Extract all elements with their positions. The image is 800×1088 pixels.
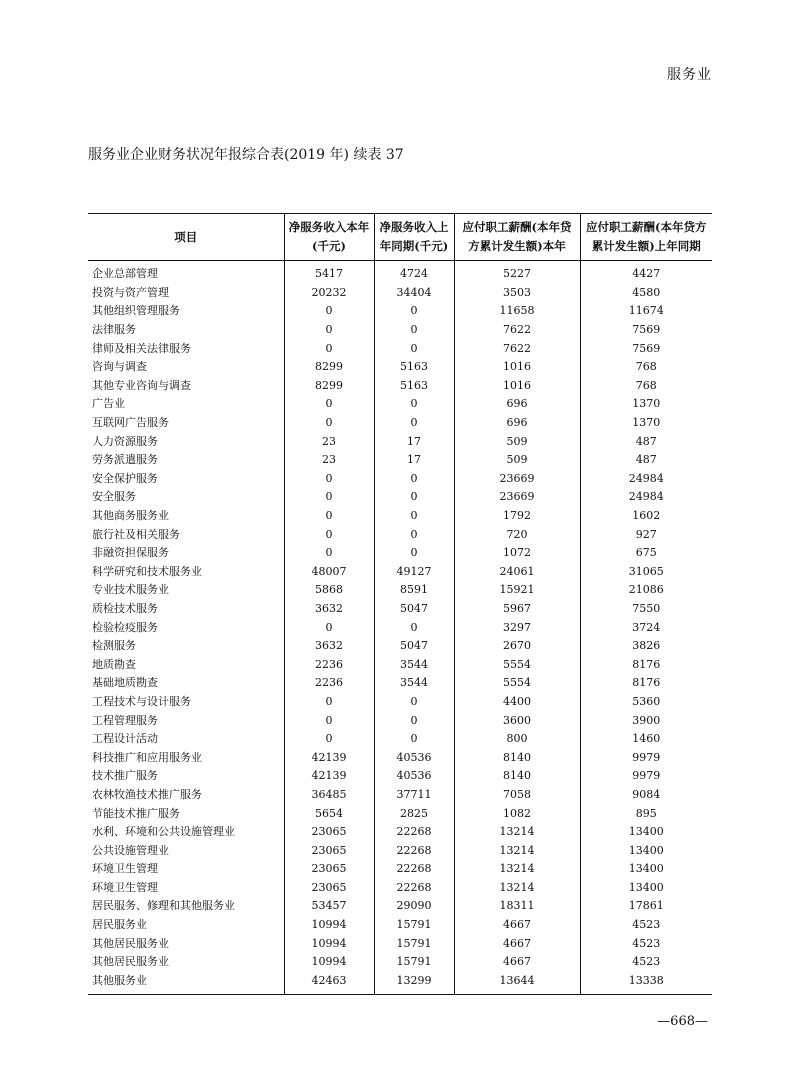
table-cell: 48007	[284, 563, 374, 582]
table-row	[88, 972, 712, 995]
table-row	[88, 767, 712, 786]
table-row	[88, 284, 712, 303]
table-cell: 0	[284, 321, 374, 340]
table-cell: 3632	[284, 637, 374, 656]
table-cell: 22268	[374, 841, 454, 860]
table-cell: 800	[454, 730, 580, 749]
table-cell: 18311	[454, 897, 580, 916]
table-cell: 0	[284, 525, 374, 544]
table-cell: 0	[284, 618, 374, 637]
table-cell: 40536	[374, 748, 454, 767]
table-row	[88, 804, 712, 823]
row-label: 基础地质勘查	[92, 676, 158, 690]
table-cell: 0	[284, 470, 374, 489]
table-cell: 5417	[284, 261, 374, 284]
column-header: 应付职工薪酬(本年贷方累计发生额)本年	[454, 214, 580, 261]
table-cell: 0	[374, 321, 454, 340]
table-cell: 696	[454, 395, 580, 414]
running-header: 服务业	[667, 67, 712, 83]
table-cell: 3826	[580, 637, 712, 656]
table-cell: 36485	[284, 786, 374, 805]
table-cell: 23065	[284, 823, 374, 842]
table-cell: 7058	[454, 786, 580, 805]
row-label: 公共设施管理业	[92, 843, 169, 857]
row-label: 工程管理服务	[92, 713, 158, 727]
table-cell: 42139	[284, 767, 374, 786]
table-row	[88, 488, 712, 507]
table-cell: 21086	[580, 581, 712, 600]
table-cell: 0	[374, 525, 454, 544]
table-cell: 23669	[454, 470, 580, 489]
table-cell: 7569	[580, 339, 712, 358]
table-cell: 7622	[454, 339, 580, 358]
table-row	[88, 693, 712, 712]
table-row	[88, 261, 712, 284]
table-cell: 8176	[580, 655, 712, 674]
table-cell: 29090	[374, 897, 454, 916]
table-cell: 42463	[284, 972, 374, 995]
table-cell: 0	[374, 711, 454, 730]
table-cell: 22268	[374, 860, 454, 879]
row-label: 法律服务	[92, 323, 136, 337]
table-cell: 23065	[284, 879, 374, 898]
table-cell: 696	[454, 414, 580, 433]
table-cell: 5163	[374, 377, 454, 396]
row-label: 地质勘查	[92, 657, 136, 671]
row-label: 互联网广告服务	[92, 416, 169, 430]
table-cell: 509	[454, 432, 580, 451]
table-cell: 5967	[454, 600, 580, 619]
column-header: 净服务收入本年(千元)	[284, 214, 374, 261]
table-cell: 1460	[580, 730, 712, 749]
table-title: 服务业企业财务状况年报综合表(2019 年) 续表 37	[88, 147, 404, 163]
table-cell: 17	[374, 451, 454, 470]
row-label: 广告业	[92, 397, 125, 411]
table-cell: 3632	[284, 600, 374, 619]
table-cell: 8176	[580, 674, 712, 693]
table-cell: 0	[374, 693, 454, 712]
table-cell: 13214	[454, 879, 580, 898]
table-cell: 11658	[454, 302, 580, 321]
table-row	[88, 655, 712, 674]
table-row	[88, 730, 712, 749]
table-row	[88, 711, 712, 730]
table-cell: 2670	[454, 637, 580, 656]
table-row	[88, 674, 712, 693]
table-cell: 4523	[580, 916, 712, 935]
row-label: 其他专业咨询与调查	[92, 378, 191, 392]
table-cell: 20232	[284, 284, 374, 303]
table-cell: 4523	[580, 934, 712, 953]
row-label: 专业技术服务业	[92, 583, 169, 597]
table-cell: 5163	[374, 358, 454, 377]
table-cell: 0	[284, 339, 374, 358]
table-row	[88, 860, 712, 879]
table-cell: 8299	[284, 358, 374, 377]
table-cell: 5047	[374, 637, 454, 656]
table-row	[88, 302, 712, 321]
table-row	[88, 581, 712, 600]
table-cell: 31065	[580, 563, 712, 582]
table-cell: 23065	[284, 841, 374, 860]
table-row	[88, 544, 712, 563]
table-cell: 4724	[374, 261, 454, 284]
table-cell: 4400	[454, 693, 580, 712]
row-label: 科技推广和应用服务业	[92, 750, 202, 764]
row-label: 其他居民服务业	[92, 936, 169, 950]
table-cell: 13299	[374, 972, 454, 995]
table-cell: 3600	[454, 711, 580, 730]
table-cell: 13400	[580, 823, 712, 842]
table-cell: 3724	[580, 618, 712, 637]
table-cell: 5868	[284, 581, 374, 600]
table-row	[88, 916, 712, 935]
table-cell: 4667	[454, 953, 580, 972]
table-cell: 0	[374, 339, 454, 358]
row-label: 检测服务	[92, 639, 136, 653]
table-cell: 509	[454, 451, 580, 470]
table-cell: 23	[284, 432, 374, 451]
table-cell: 23	[284, 451, 374, 470]
row-label: 企业总部管理	[92, 267, 158, 281]
table-row	[88, 953, 712, 972]
table-cell: 5654	[284, 804, 374, 823]
table-cell: 10994	[284, 916, 374, 935]
table-cell: 15791	[374, 953, 454, 972]
table-cell: 9084	[580, 786, 712, 805]
table-cell: 8140	[454, 748, 580, 767]
table-cell: 5360	[580, 693, 712, 712]
table-row	[88, 786, 712, 805]
table-cell: 0	[374, 730, 454, 749]
table-cell: 0	[374, 395, 454, 414]
table-row	[88, 637, 712, 656]
table-cell: 895	[580, 804, 712, 823]
table-header-row	[88, 214, 712, 261]
table-cell: 15791	[374, 934, 454, 953]
table-cell: 9979	[580, 748, 712, 767]
table-cell: 1370	[580, 395, 712, 414]
table-cell: 13400	[580, 860, 712, 879]
table-row	[88, 507, 712, 526]
table-cell: 42139	[284, 748, 374, 767]
table-row	[88, 823, 712, 842]
table-cell: 13214	[454, 823, 580, 842]
table-cell: 34404	[374, 284, 454, 303]
table-cell: 7622	[454, 321, 580, 340]
row-label: 劳务派遣服务	[92, 453, 158, 467]
row-label: 水利、环境和公共设施管理业	[92, 825, 235, 839]
table-cell: 3900	[580, 711, 712, 730]
row-label: 非融资担保服务	[92, 546, 169, 560]
row-label: 技术推广服务	[92, 769, 158, 783]
table-row	[88, 451, 712, 470]
table-cell: 53457	[284, 897, 374, 916]
table-cell: 15921	[454, 581, 580, 600]
table-cell: 22268	[374, 823, 454, 842]
column-header: 项目	[88, 214, 284, 261]
table-cell: 7569	[580, 321, 712, 340]
table-cell: 0	[374, 488, 454, 507]
table-cell: 0	[284, 488, 374, 507]
table-cell: 8591	[374, 581, 454, 600]
table-cell: 0	[284, 395, 374, 414]
table-row	[88, 358, 712, 377]
row-label: 人力资源服务	[92, 434, 158, 448]
page-number: —668—	[657, 1014, 708, 1029]
table-cell: 24984	[580, 488, 712, 507]
table-cell: 2825	[374, 804, 454, 823]
row-label: 咨询与调查	[92, 360, 147, 374]
table-row	[88, 321, 712, 340]
table-cell: 5227	[454, 261, 580, 284]
table-row	[88, 879, 712, 898]
table-body	[88, 261, 712, 995]
table-row	[88, 339, 712, 358]
table-cell: 3503	[454, 284, 580, 303]
row-label: 投资与资产管理	[92, 285, 169, 299]
table-cell: 13400	[580, 841, 712, 860]
table-cell: 10994	[284, 953, 374, 972]
table-row	[88, 414, 712, 433]
table-cell: 4523	[580, 953, 712, 972]
table-cell: 5047	[374, 600, 454, 619]
row-label: 工程技术与设计服务	[92, 694, 191, 708]
table-cell: 0	[374, 507, 454, 526]
table-cell: 1602	[580, 507, 712, 526]
table-cell: 2236	[284, 655, 374, 674]
table-cell: 3544	[374, 655, 454, 674]
table-cell: 24984	[580, 470, 712, 489]
table-cell: 4427	[580, 261, 712, 284]
table-cell: 1016	[454, 377, 580, 396]
row-label: 节能技术推广服务	[92, 806, 180, 820]
table-cell: 0	[284, 693, 374, 712]
table-cell: 13644	[454, 972, 580, 995]
table-cell: 487	[580, 451, 712, 470]
table-cell: 5554	[454, 674, 580, 693]
table-cell: 13214	[454, 860, 580, 879]
table-row	[88, 934, 712, 953]
table-cell: 0	[284, 414, 374, 433]
row-label: 其他商务服务业	[92, 509, 169, 523]
column-header: 净服务收入上年同期(千元)	[374, 214, 454, 261]
table-cell: 1016	[454, 358, 580, 377]
row-label: 安全保护服务	[92, 471, 158, 485]
column-header: 应付职工薪酬(本年贷方累计发生额)上年同期	[580, 214, 712, 261]
table-cell: 0	[284, 730, 374, 749]
row-label: 农林牧渔技术推广服务	[92, 787, 202, 801]
table-cell: 4667	[454, 934, 580, 953]
table-cell: 10994	[284, 934, 374, 953]
table-cell: 17	[374, 432, 454, 451]
table-row	[88, 395, 712, 414]
table-cell: 8140	[454, 767, 580, 786]
table-row	[88, 600, 712, 619]
row-label: 质检技术服务	[92, 601, 158, 615]
table-cell: 675	[580, 544, 712, 563]
table-cell: 17861	[580, 897, 712, 916]
table-cell: 9979	[580, 767, 712, 786]
row-label: 其他组织管理服务	[92, 304, 180, 318]
table-cell: 1082	[454, 804, 580, 823]
table-cell: 0	[374, 544, 454, 563]
table-row	[88, 618, 712, 637]
table-cell: 0	[374, 414, 454, 433]
table-row	[88, 563, 712, 582]
row-label: 检验检疫服务	[92, 620, 158, 634]
row-label: 其他服务业	[88, 972, 284, 995]
table-cell: 37711	[374, 786, 454, 805]
table-cell: 768	[580, 358, 712, 377]
table-cell: 0	[284, 711, 374, 730]
table-row	[88, 841, 712, 860]
table-cell: 24061	[454, 563, 580, 582]
table-row	[88, 748, 712, 767]
table-cell: 4667	[454, 916, 580, 935]
table-cell: 927	[580, 525, 712, 544]
table-cell: 40536	[374, 767, 454, 786]
table-cell: 0	[374, 302, 454, 321]
table-row	[88, 377, 712, 396]
table-row	[88, 897, 712, 916]
table-cell: 13400	[580, 879, 712, 898]
row-label: 居民服务业	[92, 918, 147, 932]
table-cell: 15791	[374, 916, 454, 935]
table-cell: 0	[374, 470, 454, 489]
table-cell: 8299	[284, 377, 374, 396]
table-cell: 768	[580, 377, 712, 396]
table-cell: 2236	[284, 674, 374, 693]
table-cell: 1792	[454, 507, 580, 526]
table-cell: 487	[580, 432, 712, 451]
table-cell: 720	[454, 525, 580, 544]
row-label: 科学研究和技术服务业	[92, 564, 202, 578]
table-cell: 13214	[454, 841, 580, 860]
row-label: 律师及相关法律服务	[92, 341, 191, 355]
table-cell: 0	[284, 544, 374, 563]
table-cell: 0	[374, 618, 454, 637]
row-label: 环境卫生管理	[92, 862, 158, 876]
table-cell: 49127	[374, 563, 454, 582]
table-cell: 22268	[374, 879, 454, 898]
row-label: 居民服务、修理和其他服务业	[92, 899, 235, 913]
row-label: 安全服务	[92, 490, 136, 504]
table-cell: 23669	[454, 488, 580, 507]
table-cell: 11674	[580, 302, 712, 321]
table-cell: 4580	[580, 284, 712, 303]
table-row	[88, 432, 712, 451]
table-cell: 0	[284, 302, 374, 321]
row-label: 旅行社及相关服务	[92, 527, 180, 541]
table-cell: 1370	[580, 414, 712, 433]
table-cell: 7550	[580, 600, 712, 619]
row-label: 工程设计活动	[92, 732, 158, 746]
table-cell: 1072	[454, 544, 580, 563]
row-label: 其他居民服务业	[92, 955, 169, 969]
row-label: 环境卫生管理	[92, 880, 158, 894]
table-cell: 5554	[454, 655, 580, 674]
table-cell: 3544	[374, 674, 454, 693]
table-cell: 23065	[284, 860, 374, 879]
data-table	[88, 213, 712, 995]
table-row	[88, 470, 712, 489]
table-cell: 3297	[454, 618, 580, 637]
table-cell: 13338	[580, 972, 712, 995]
table-row	[88, 525, 712, 544]
table-cell: 0	[284, 507, 374, 526]
